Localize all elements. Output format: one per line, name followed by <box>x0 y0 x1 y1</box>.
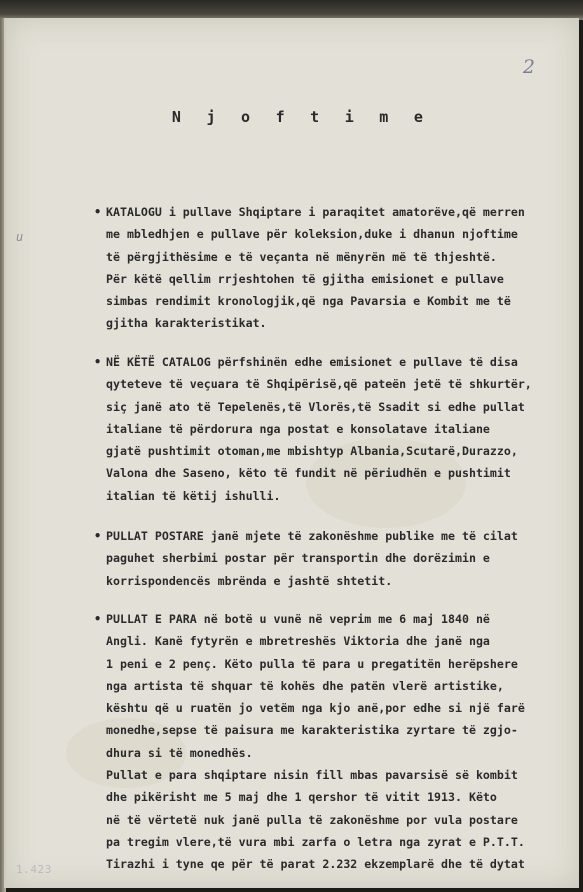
text-line: Pullat e para shqiptare nisin fill mbas pavarsisë së kombit <box>106 768 518 783</box>
text-line: të përgjithësime e të veçanta në mënyrën më të thjeshtë. <box>106 249 497 264</box>
text-line: Angli. Kanë fytyrën e mbretreshës Viktoria dhe janë nga <box>106 634 490 649</box>
text-line: me mbledhjen e pullave për koleksion,duke i dhanun njoftime <box>106 227 518 242</box>
text-line: • NË KËTË CATALOG përfshinën edhe emisionet e pullave të disa <box>94 351 556 373</box>
paragraph-catalog <box>106 351 556 507</box>
page-number: 2 <box>522 56 535 78</box>
text-line: italian të këtij ishulli. <box>106 488 281 503</box>
document-page <box>4 18 579 888</box>
text-line: siç janë ato të Tepelenës,të Vlorës,të Ssadit si edhe pullat <box>106 399 525 414</box>
text-line: dhura si të monedhës. <box>106 745 253 760</box>
text-line: 1 peni e 2 penç. Këto pulla të para u pregatitën herëpshere <box>106 656 518 671</box>
text-line: korrispondencës mbrënda e jashtë shtetit. <box>106 573 393 588</box>
text-line: pa tregim vlere,të vura mbi zarfa o letra nga zyrat e P.T.T. <box>106 834 525 849</box>
paragraph-katalogu <box>106 201 556 335</box>
text-line: në të vërtetë nuk janë pulla të zakonëshme por vula postare <box>106 812 518 827</box>
text-line: Tirazhi i tyne qe për të parat 2.232 ekzemplarë dhe të dytat <box>106 857 525 872</box>
margin-mark: u <box>16 230 24 244</box>
text-line: kështu që u ruatën jo vetëm nga kjo anë,por edhe si një farë <box>106 701 525 716</box>
document-title: N j o f t i m e <box>171 108 432 126</box>
text-line: • PULLAT POSTARE janë mjete të zakonëshme publike me të cilat <box>94 525 556 547</box>
text-line: • PULLAT E PARA në botë u vunë në veprim me 6 maj 1840 në <box>94 608 556 630</box>
text-line: simbas rendimit kronologjik,që nga Pavarsia e Kombit me të <box>106 294 511 309</box>
text-line: monedhe,sepse të paisura me karakteristika zyrtare të zgjo- <box>106 723 518 738</box>
text-line: Për këtë qellim rrjeshtohen të gjitha emisionet e pullave <box>106 271 504 286</box>
scan-top-edge <box>0 0 583 20</box>
text-line: nga artista të shquar të kohës dhe patën vlerë artistike, <box>106 678 504 693</box>
text-line: qyteteve të veçuara të Shqipërisë,që pateën jetë të shkurtër, <box>106 377 532 392</box>
text-line: dhe pikërisht me 5 maj dhe 1 qershor të vitit 1913. Këto <box>106 790 497 805</box>
text-line: • KATALOGU i pullave Shqiptare i paraqitet amatorëve,që merren <box>94 201 556 223</box>
text-line: paguhet sherbimi postar për transportin dhe dorëzimin e <box>106 551 490 566</box>
text-line: gjitha karakteristikat. <box>106 316 267 331</box>
archive-mark: 1.423 <box>16 863 52 876</box>
paragraph-pullat-postare <box>106 525 556 592</box>
paragraph-pullat-e-para <box>106 608 556 876</box>
text-line: gjatë pushtimit otoman,me mbishtyp Albania,Scutarë,Durazzo, <box>106 444 518 459</box>
text-line: Valona dhe Saseno, këto të fundit në përiudhën e pushtimit <box>106 466 511 481</box>
text-line: italiane të përdorura nga postat e konsolatave italiane <box>106 421 490 436</box>
